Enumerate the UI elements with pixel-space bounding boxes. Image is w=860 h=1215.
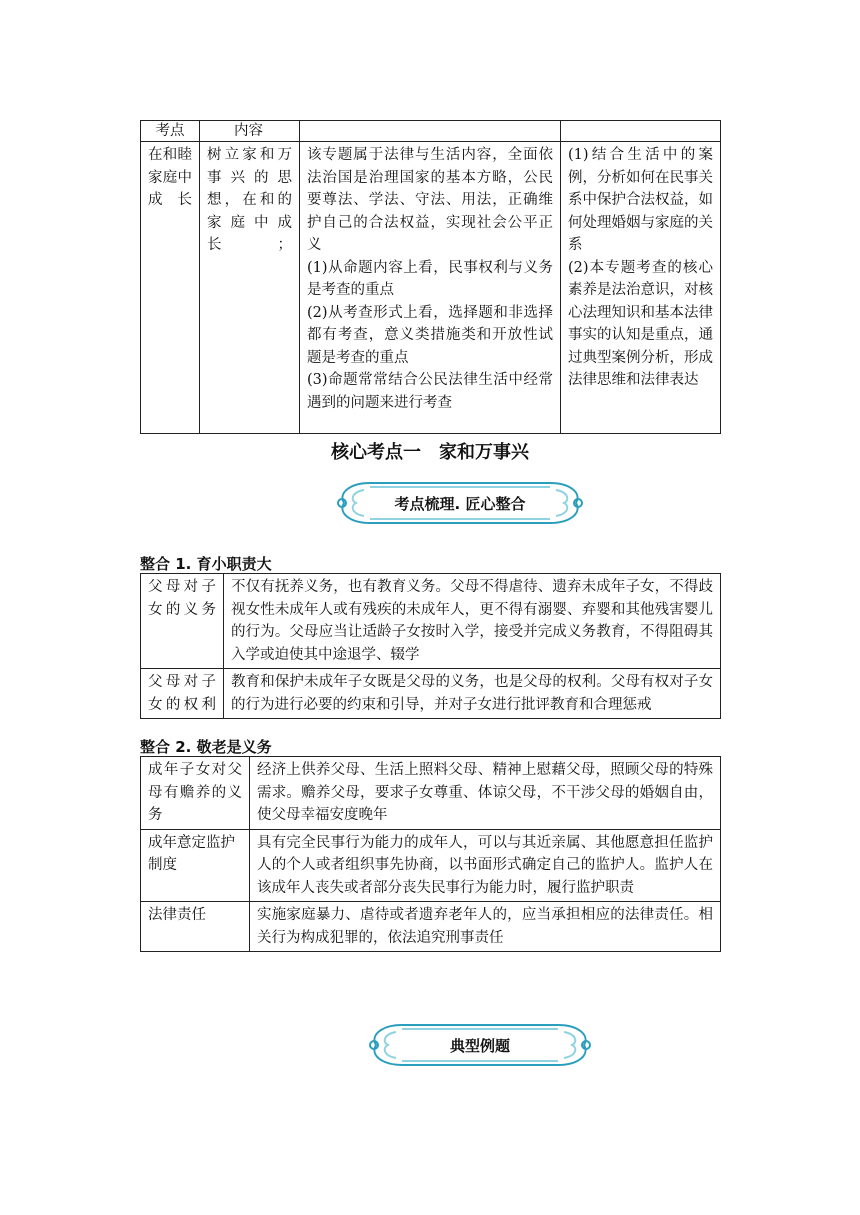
header-col4 xyxy=(561,121,721,142)
banner-review-label: 考点梳理. 匠心整合 xyxy=(394,495,526,513)
table-row xyxy=(141,574,721,669)
section2-heading: 整合 2. 敬老是义务 xyxy=(140,738,272,756)
table-header-row xyxy=(141,121,721,142)
top-table xyxy=(140,120,721,434)
table-row xyxy=(141,829,721,902)
table-row xyxy=(141,669,721,719)
section1-heading: 整合 1. 育小职责大 xyxy=(140,555,272,573)
table-row xyxy=(141,142,721,434)
trend-point-2: (2)本专题考查的核心素养是法治意识，对核心法理知识和基本法律事实的认知是重点，通过典型案例分析，形成法律思维和法律表达 xyxy=(568,259,713,388)
header-topic: 考点 xyxy=(141,121,200,142)
trend-point-1: (1)结合生活中的案例，分析如何在民事关系中保护合法权益，如何处理婚姻与家庭的关系 xyxy=(568,147,713,253)
topic-cell: 在和睦家庭中成长 xyxy=(141,142,200,434)
row-text: 实施家庭暴力、虐待或者遗弃老年人的，应当承担相应的法律责任。相关行为构成犯罪的，依法追究刑事责任 xyxy=(250,902,721,952)
banner-review xyxy=(330,478,590,528)
row-text: 教育和保护未成年子女既是父母的义务，也是父母的权利。父母有权对子女的行为进行必要的约束和引导，并对子女进行批评教育和合理惩戒 xyxy=(224,669,721,719)
banner-examples-label: 典型例题 xyxy=(449,1037,510,1055)
row-text: 具有完全民事行为能力的成年人，可以与其近亲属、其他愿意担任监护人的个人或者组织事先协商，以书面形式确定自己的监护人。监护人在该成年人丧失或者部分丧失民事行为能力时，履行监护职责 xyxy=(250,829,721,902)
row-label: 成年意定监护制度 xyxy=(141,829,250,902)
table-row xyxy=(141,757,721,830)
analysis-cell xyxy=(300,142,561,434)
section1-table xyxy=(140,573,721,719)
analysis-intro: 该专题属于法律与生活内容，全面依法治国是治理国家的基本方略，公民要尊法、学法、守法、用法，正确维护自己的合法权益，实现社会公平正义 xyxy=(307,147,553,253)
row-text: 经济上供养父母、生活上照料父母、精神上慰藉父母，照顾父母的特殊需求。赡养父母，要求子女尊重、体谅父母，不干涉父母的婚姻自由，使父母幸福安度晚年 xyxy=(250,757,721,830)
row-label: 父母对子女的义务 xyxy=(141,574,224,669)
table-row xyxy=(141,902,721,952)
row-label: 成年子女对父母有赡养的义务 xyxy=(141,757,250,830)
analysis-point-1: (1)从命题内容上看，民事权利与义务是考查的重点 xyxy=(307,259,553,298)
core-title: 核心考点一 家和万事兴 xyxy=(331,442,529,463)
content-cell: 树立家和万事兴的思想，在和的家庭中成长； xyxy=(200,142,300,434)
row-label: 父母对子女的权利 xyxy=(141,669,224,719)
section2-table xyxy=(140,756,721,952)
banner-examples xyxy=(362,1020,598,1070)
trend-cell xyxy=(561,142,721,434)
row-text: 不仅有抚养义务，也有教育义务。父母不得虐待、遗弃未成年子女，不得歧视女性未成年人或有残疾的未成年人，更不得有溺婴、弃婴和其他残害婴儿的行为。父母应当让适龄子女按时入学，接受并完成义务教育，不得阻碍其入学或迫使其中途退学、辍学 xyxy=(224,574,721,669)
analysis-point-3: (3)命题常常结合公民法律生活中经常遇到的问题来进行考查 xyxy=(307,372,553,411)
header-col3 xyxy=(300,121,561,142)
header-content: 内容 xyxy=(200,121,300,142)
analysis-point-2: (2)从考查形式上看，选择题和非选择都有考查，意义类措施类和开放性试题是考查的重点 xyxy=(307,304,553,366)
row-label: 法律责任 xyxy=(141,902,250,952)
